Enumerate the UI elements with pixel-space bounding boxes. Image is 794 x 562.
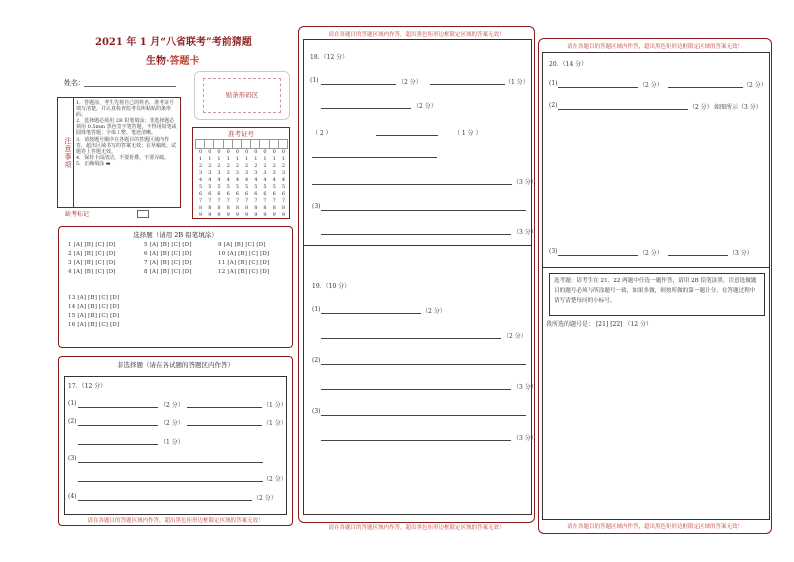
exam-digit-bubble[interactable]: 8 — [199, 205, 203, 211]
choice-22[interactable]: [22] — [610, 321, 623, 328]
exam-digit-bubble[interactable]: 8 — [254, 205, 258, 211]
answer-line[interactable] — [78, 425, 158, 426]
exam-digit-bubble[interactable]: 2 — [226, 163, 230, 169]
exam-digit-bubble[interactable]: 6 — [226, 191, 230, 197]
answer-line[interactable] — [78, 407, 158, 408]
warning-text: 请在各题目的答题区域内作答，超出黑色矩形边框限定区域的答案无效！ — [566, 524, 743, 530]
answer-line[interactable] — [668, 255, 728, 256]
answer-line[interactable] — [430, 84, 505, 85]
choice-row[interactable]: 5 [A] [B] [C] [D] — [144, 242, 192, 248]
exam-digit-bubble[interactable]: 1 — [217, 156, 221, 162]
exam-digit-bubble[interactable]: 8 — [272, 205, 276, 211]
optional-text: 选考题：请考生在 21、22 两题中任选一题作答，请用 2B 铅笔涂黑，注意选做题目的题号必须与所涂题号一致，如果多做，则按所做的第一题计分，在答题过程中请写清楚每问的小标号。 — [554, 278, 757, 304]
exam-digit-bubble[interactable]: 9 — [254, 212, 258, 218]
exam-digit-bubble[interactable]: 2 — [263, 163, 267, 169]
exam-digit-bubble[interactable]: 4 — [245, 177, 249, 183]
missing-label: 缺考标记 — [65, 211, 90, 218]
exam-digit-bubble[interactable]: 9 — [217, 212, 221, 218]
score: （3 分） — [513, 179, 537, 186]
card-subtitle — [146, 52, 199, 67]
choice-row[interactable]: 9 [A] [B] [C] [D] — [218, 242, 266, 248]
sticker-label: 贴条形码区 — [225, 91, 259, 99]
answer-line[interactable] — [558, 255, 638, 256]
exam-digit-bubble[interactable]: 7 — [199, 198, 203, 204]
answer-line[interactable] — [321, 313, 421, 314]
exam-digit-bubble[interactable]: 0 — [226, 149, 230, 155]
exam-digit-bubble[interactable]: 8 — [226, 205, 230, 211]
exam-digit-bubble[interactable]: 9 — [272, 212, 276, 218]
exam-digit-bubble[interactable]: 6 — [245, 191, 249, 197]
chosen-label — [546, 319, 652, 328]
exam-digit-bubble[interactable]: 1 — [254, 156, 258, 162]
exam-digit-bubble[interactable]: 5 — [272, 184, 276, 190]
q20-part-3: (3) — [549, 248, 558, 255]
note-item: 5．正确填涂 ▬ — [76, 160, 111, 167]
exam-digit-bubble[interactable]: 2 — [245, 163, 249, 169]
choice-row[interactable]: 6 [A] [B] [C] [D] — [144, 251, 192, 257]
exam-digit-bubble[interactable]: 7 — [217, 198, 221, 204]
answer-line[interactable] — [321, 108, 411, 109]
exam-digit-bubble[interactable]: 0 — [208, 149, 212, 155]
answer-line[interactable] — [558, 109, 688, 110]
exam-digit-column[interactable] — [251, 149, 260, 219]
exam-digit-bubble[interactable]: 4 — [199, 177, 203, 183]
score: （2 分） — [422, 308, 446, 315]
score: （3 分） — [513, 229, 537, 236]
warning-text: 请在各题目的答题区域内作答，超出黑色矩形边框限定区域的答案无效！ — [328, 525, 505, 531]
answer-line[interactable] — [321, 364, 526, 365]
note-item: 2．选择题必须用 2B 铅笔填涂；非选择题必须用 0.5mm 黑色签字笔答题，不得用铅笔或圆珠笔答题；字体工整、笔迹清晰。 — [76, 118, 177, 137]
exam-digit-bubble[interactable]: 7 — [263, 198, 267, 204]
choice-section — [58, 226, 293, 348]
exam-digit-bubble[interactable]: 4 — [208, 177, 212, 183]
exam-digit-bubble[interactable]: 2 — [208, 163, 212, 169]
exam-digit-bubble[interactable]: 3 — [272, 170, 276, 176]
answer-line[interactable] — [78, 500, 252, 501]
exam-digit-bubble[interactable]: 1 — [281, 156, 286, 162]
note-item: 3．请按题号顺序在各题目的答题区域内作答，超出区域书写的答案无效；在草稿纸、试题卷上答题无效。 — [76, 136, 177, 155]
exam-digit-column[interactable] — [242, 149, 251, 219]
q18-heading: 18．（12 分） — [310, 54, 349, 61]
exam-digit-bubble[interactable]: 6 — [254, 191, 258, 197]
exam-digit-bubble[interactable]: 3 — [263, 170, 267, 176]
choice-row[interactable]: 12 [A] [B] [C] [D] — [218, 269, 270, 275]
score: （1 分） — [263, 402, 287, 409]
q17-answer-area — [64, 376, 287, 515]
exam-digit-bubble[interactable]: 7 — [245, 198, 249, 204]
exam-digit-bubble[interactable]: 3 — [199, 170, 203, 176]
score: （2 分） — [639, 82, 663, 89]
answer-line[interactable] — [187, 407, 262, 408]
choice-row[interactable]: 11 [A] [B] [C] [D] — [218, 260, 270, 266]
exam-digit-bubble[interactable]: 6 — [217, 191, 221, 197]
exam-digit-bubble[interactable]: 2 — [281, 163, 286, 169]
choice-row[interactable]: 7 [A] [B] [C] [D] — [144, 260, 192, 266]
exam-digit-column[interactable] — [233, 149, 242, 219]
exam-digit-bubble[interactable]: 7 — [226, 198, 230, 204]
score: （2 分） — [503, 333, 527, 340]
choice-row[interactable]: 10 [A] [B] [C] [D] — [218, 251, 270, 257]
exam-digit-column[interactable] — [196, 149, 205, 219]
score: （3 分） — [513, 435, 537, 442]
q20-heading: 20．（14 分） — [549, 61, 588, 68]
exam-digit-bubble[interactable]: 0 — [254, 149, 258, 155]
exam-digit-bubble[interactable]: 1 — [226, 156, 230, 162]
exam-digit-bubble[interactable]: 2 — [235, 163, 239, 169]
score: （1 分） — [160, 439, 184, 446]
exam-digit-bubble[interactable]: 9 — [208, 212, 212, 218]
answer-line[interactable] — [376, 135, 438, 136]
nonchoice-section — [58, 356, 293, 526]
notes-box — [57, 97, 181, 208]
notes-body — [76, 100, 178, 167]
column-2 — [298, 26, 537, 531]
missing-mark — [57, 209, 181, 219]
choice-row[interactable]: 13 [A] [B] [C] [D] — [68, 295, 120, 301]
answer-line[interactable] — [78, 481, 263, 482]
optional-notice — [549, 273, 765, 316]
exam-digit-bubble[interactable]: 3 — [208, 170, 212, 176]
exam-digit-bubble[interactable]: 4 — [272, 177, 276, 183]
exam-digit-bubble[interactable]: 9 — [235, 212, 239, 218]
exam-digit-bubble[interactable]: 8 — [263, 205, 267, 211]
exam-digit-bubble[interactable]: 1 — [245, 156, 249, 162]
exam-digit-bubble[interactable]: 7 — [281, 198, 286, 204]
exam-digit-bubble[interactable]: 2 — [272, 163, 276, 169]
note-item: 4．保持卡面清洁，不要折叠，不要弄破。 — [76, 154, 170, 161]
q18-part-1: (1) — [310, 77, 319, 84]
exam-digit-bubble[interactable]: 3 — [245, 170, 249, 176]
exam-digit-bubble[interactable]: 7 — [254, 198, 258, 204]
exam-digit-bubble[interactable]: 1 — [208, 156, 212, 162]
exam-digit-bubble[interactable]: 5 — [254, 184, 258, 190]
exam-digit-bubble[interactable]: 1 — [199, 156, 203, 162]
score: （1 分） — [263, 420, 287, 427]
exam-digit-bubble[interactable]: 8 — [281, 205, 286, 211]
exam-digit-bubble[interactable]: 7 — [208, 198, 212, 204]
choice-row[interactable]: 2 [A] [B] [C] [D] — [68, 251, 116, 257]
score: （3 分） — [513, 384, 537, 391]
answer-line[interactable] — [321, 210, 526, 211]
answer-line[interactable] — [321, 415, 526, 416]
exam-digit-column[interactable] — [279, 149, 288, 219]
score: （2 分） — [743, 82, 767, 89]
exam-digit-bubble[interactable]: 7 — [235, 198, 239, 204]
score: （2 分） — [413, 103, 437, 110]
choice-title: 选择题（请用 2B 铅笔填涂） — [133, 231, 218, 239]
answer-line[interactable] — [668, 87, 743, 88]
exam-digit-bubble[interactable]: 4 — [235, 177, 239, 183]
exam-digit-bubble[interactable]: 0 — [272, 149, 276, 155]
exam-digit-bubble[interactable]: 1 — [272, 156, 276, 162]
exam-digit-bubble[interactable]: 6 — [199, 191, 203, 197]
exam-digit-bubble[interactable]: 6 — [235, 191, 239, 197]
choice-row[interactable]: 15 [A] [B] [C] [D] — [68, 313, 120, 319]
score: （2 分） — [639, 250, 663, 257]
exam-number-input-row[interactable] — [195, 139, 287, 147]
exam-digit-bubble[interactable]: 2 — [199, 163, 203, 169]
notes-heading: 注意事项 — [58, 98, 74, 207]
exam-digit-bubble[interactable]: 0 — [245, 149, 249, 155]
barcode-sticker-area — [194, 71, 290, 120]
bracket-2: （ 2 ） — [312, 130, 332, 137]
score: （2 分） — [160, 420, 184, 427]
q17-part-3: (3) — [68, 455, 77, 462]
score: （3 分） — [729, 250, 753, 257]
exam-digit-column[interactable] — [224, 149, 233, 219]
exam-digit-bubble[interactable]: 0 — [199, 149, 203, 155]
missing-checkbox[interactable] — [137, 210, 149, 218]
exam-digit-bubble[interactable]: 3 — [217, 170, 221, 176]
exam-digit-column[interactable] — [260, 149, 269, 219]
q17-part-1: (1) — [68, 400, 77, 407]
exam-digit-bubble[interactable]: 0 — [281, 149, 286, 155]
name-field[interactable] — [84, 86, 176, 87]
choice-row[interactable]: 1 [A] [B] [C] [D] — [68, 242, 116, 248]
exam-digit-bubble[interactable]: 2 — [254, 163, 258, 169]
exam-digit-bubble[interactable]: 8 — [217, 205, 221, 211]
exam-number-bubbles[interactable] — [196, 149, 288, 219]
q19-part-2: (2) — [312, 357, 321, 364]
q17-heading: 17．（12 分） — [68, 383, 107, 390]
exam-digit-bubble[interactable]: 0 — [263, 149, 267, 155]
exam-digit-bubble[interactable]: 7 — [272, 198, 276, 204]
exam-digit-column[interactable] — [270, 149, 279, 219]
card-title: 2021 年 1 月“八省联考”考前猜题 — [95, 37, 252, 48]
warning-text: 请在各题目的答题区域内作答，超出黑色矩形边框限定区域的答案无效！ — [87, 518, 264, 524]
q17-part-2: (2) — [68, 418, 77, 425]
exam-digit-bubble[interactable]: 3 — [226, 170, 230, 176]
exam-digit-bubble[interactable]: 4 — [254, 177, 258, 183]
exam-digit-bubble[interactable]: 9 — [199, 212, 203, 218]
exam-digit-bubble[interactable]: 6 — [263, 191, 267, 197]
answer-line[interactable] — [312, 157, 437, 158]
exam-digit-bubble[interactable]: 5 — [199, 184, 203, 190]
q17-part-4: (4) — [68, 493, 77, 500]
exam-digit-bubble[interactable]: 4 — [226, 177, 230, 183]
choice-row[interactable]: 3 [A] [B] [C] [D] — [68, 260, 116, 266]
q20-part-2: (2) — [549, 102, 558, 109]
exam-digit-bubble[interactable]: 5 — [281, 184, 286, 190]
score: （2 分） — [160, 402, 184, 409]
column-3 — [538, 38, 772, 534]
exam-digit-cell[interactable] — [278, 139, 288, 149]
choice-row[interactable]: 8 [A] [B] [C] [D] — [144, 269, 192, 275]
exam-digit-bubble[interactable]: 5 — [208, 184, 212, 190]
answer-line[interactable] — [321, 234, 511, 235]
exam-digit-bubble[interactable]: 5 — [226, 184, 230, 190]
exam-digit-bubble[interactable]: 5 — [235, 184, 239, 190]
answer-line[interactable] — [187, 425, 262, 426]
exam-digit-bubble[interactable]: 3 — [254, 170, 258, 176]
note-item: 1．答题前，考生先将自己的姓名、准考证号填写清楚，并认真检查监考员所粘贴的条形码； — [76, 100, 175, 119]
exam-digit-bubble[interactable]: 9 — [245, 212, 249, 218]
exam-digit-bubble[interactable]: 9 — [281, 212, 286, 218]
q20-q21-area — [542, 52, 770, 520]
warning-text: 请在各题目的答题区域内作答，超出黑色矩形边框限定区域的答案无效！ — [328, 32, 505, 38]
score: （2 分） — [398, 79, 422, 86]
exam-digit-bubble[interactable]: 1 — [263, 156, 267, 162]
nonchoice-title: 非选择题（请在各试题的答题区内作答） — [117, 361, 234, 369]
bracket-1: （ 1 分 ） — [454, 130, 482, 137]
exam-digit-bubble[interactable]: 6 — [208, 191, 212, 197]
exam-digit-bubble[interactable]: 4 — [217, 177, 221, 183]
answer-line[interactable] — [321, 389, 511, 390]
exam-number-box — [192, 127, 290, 219]
warning-text: 请在各题目的答题区域内作答，超出黑色矩形边框限定区域的答案无效！ — [566, 44, 743, 50]
exam-digit-bubble[interactable]: 9 — [226, 212, 230, 218]
exam-digit-bubble[interactable]: 0 — [235, 149, 239, 155]
hint: 如图所示（3 分） — [714, 104, 762, 111]
subject: 生物 — [146, 56, 166, 67]
divider — [304, 245, 531, 246]
answer-line[interactable] — [558, 87, 638, 88]
exam-digit-bubble[interactable]: 4 — [263, 177, 267, 183]
exam-digit-bubble[interactable]: 4 — [281, 177, 286, 183]
exam-digit-bubble[interactable]: 8 — [245, 205, 249, 211]
q19-part-3: (3) — [312, 408, 321, 415]
choice-row[interactable]: 16 [A] [B] [C] [D] — [68, 322, 120, 328]
answer-line[interactable] — [78, 462, 263, 463]
exam-digit-bubble[interactable]: 5 — [217, 184, 221, 190]
choice-row[interactable]: 14 [A] [B] [C] [D] — [68, 304, 120, 310]
choice-21[interactable]: [21] — [595, 321, 609, 328]
exam-digit-column[interactable] — [205, 149, 214, 219]
q19-part-1: (1) — [312, 306, 321, 313]
exam-digit-bubble[interactable]: 3 — [281, 170, 286, 176]
name-label: 姓名： — [64, 79, 85, 87]
score: （12 分） — [624, 321, 652, 328]
exam-digit-bubble[interactable]: 2 — [217, 163, 221, 169]
score: （1 分） — [505, 79, 529, 86]
score: （2 分） — [689, 104, 713, 111]
exam-digit-bubble[interactable]: 6 — [281, 191, 286, 197]
choice-row[interactable]: 4 [A] [B] [C] [D] — [68, 269, 116, 275]
exam-digit-column[interactable] — [214, 149, 223, 219]
exam-digit-bubble[interactable]: 6 — [272, 191, 276, 197]
answer-line[interactable] — [321, 440, 511, 441]
q19-heading: 19．（10 分） — [312, 283, 351, 290]
q18-part-3: (3) — [312, 203, 321, 210]
subtitle-suffix: ·答题卡 — [166, 56, 200, 67]
exam-digit-bubble[interactable]: 8 — [208, 205, 212, 211]
q20-part-1: (1) — [549, 80, 558, 87]
answer-line[interactable] — [321, 84, 396, 85]
exam-digit-bubble[interactable]: 3 — [235, 170, 239, 176]
score: （2 分） — [263, 476, 287, 483]
chosen-text: 我所选的题号是： — [546, 321, 595, 328]
answer-line[interactable] — [321, 338, 501, 339]
exam-digit-bubble[interactable]: 9 — [263, 212, 267, 218]
answer-line[interactable] — [78, 444, 158, 445]
exam-number-title: 准考证号 — [228, 130, 254, 138]
exam-digit-bubble[interactable]: 8 — [235, 205, 239, 211]
score: （2 分） — [253, 495, 277, 502]
exam-digit-bubble[interactable]: 0 — [217, 149, 221, 155]
divider — [543, 267, 769, 268]
answer-line[interactable] — [312, 184, 512, 185]
exam-digit-bubble[interactable]: 5 — [245, 184, 249, 190]
exam-digit-bubble[interactable]: 1 — [235, 156, 239, 162]
exam-digit-bubble[interactable]: 5 — [263, 184, 267, 190]
q18-q19-area — [303, 39, 537, 515]
